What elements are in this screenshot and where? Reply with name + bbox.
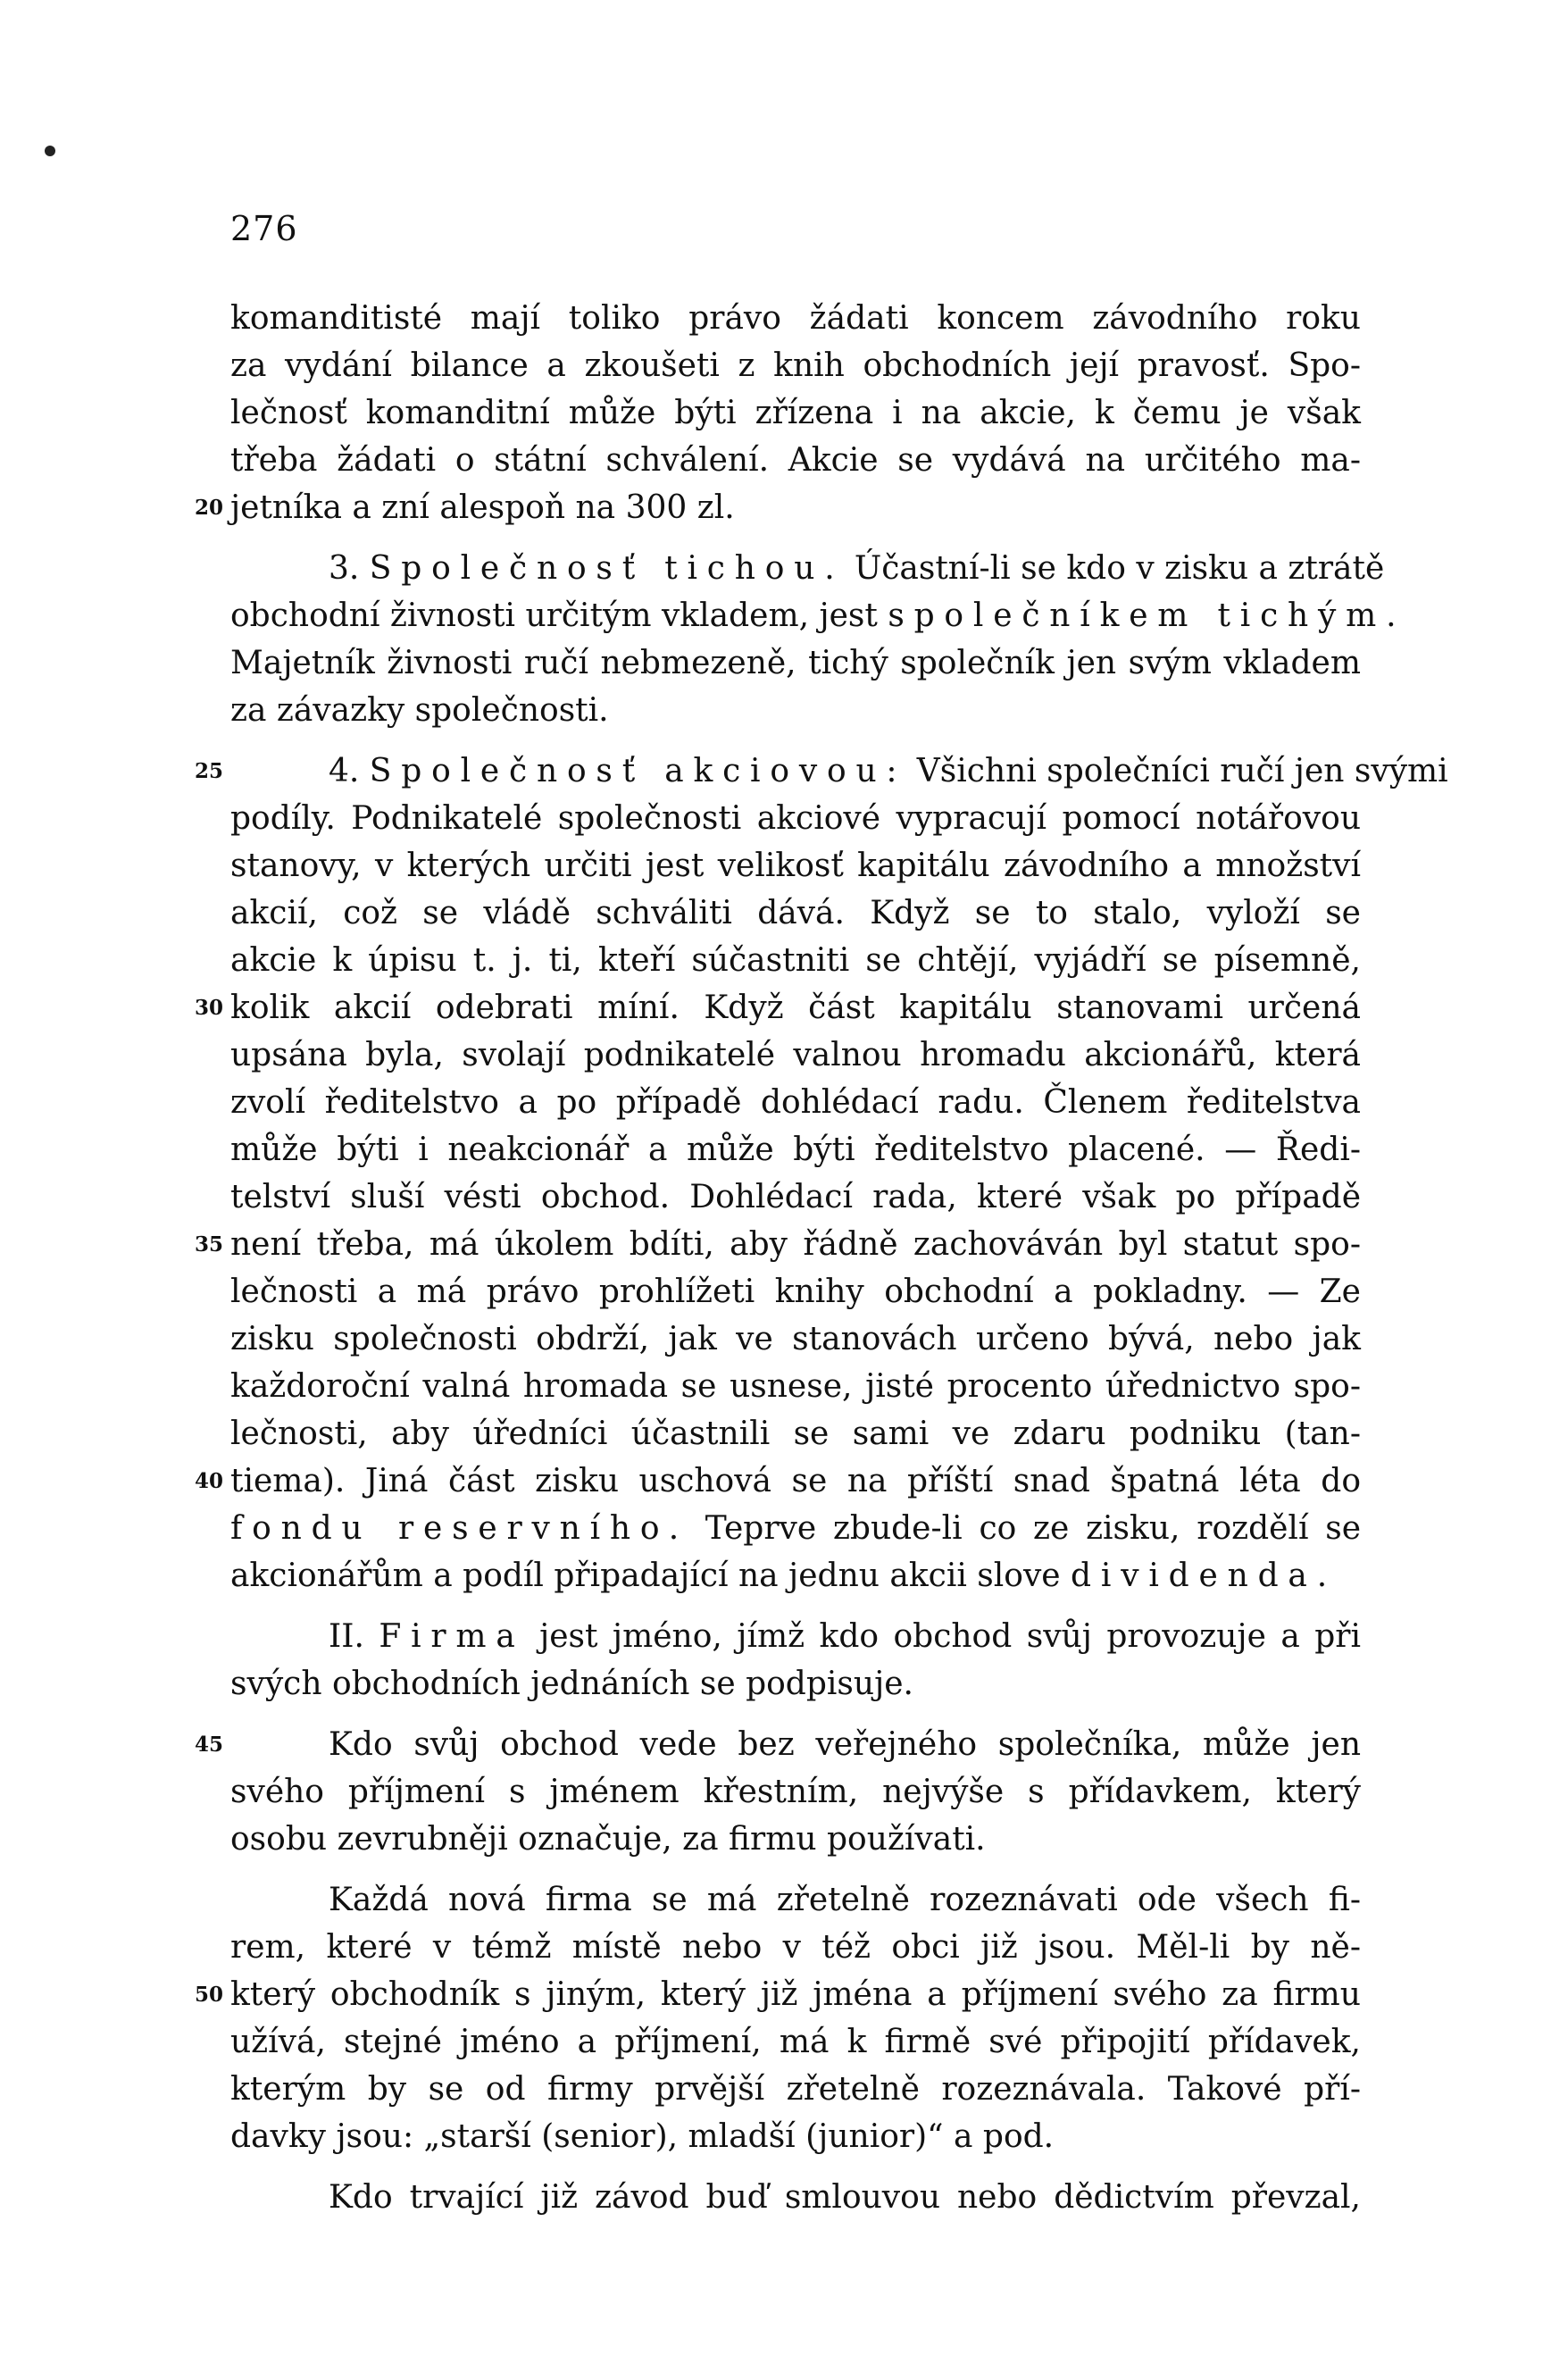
line-number: 40 bbox=[195, 1469, 224, 1493]
text-line: za vydání bilance a zkoušeti z knih obchodních její pravosť. Spo- bbox=[230, 347, 1361, 384]
text-line: zisku společnosti obdrží, jak ve stanovách určeno bývá, nebo jak bbox=[230, 1321, 1361, 1357]
text-line: 35 není třeba, má úkolem bdíti, aby řádně zachováván byl statut spo- bbox=[230, 1221, 1361, 1268]
text-line: třeba žádati o státní schválení. Akcie se vydává na určitého ma- bbox=[230, 442, 1361, 479]
text-line: Kdo trvající již závod buď smlouvou nebo dědictvím převzal, bbox=[329, 2179, 1361, 2216]
margin-dot bbox=[45, 146, 55, 156]
text-line: komanditisté mají toliko právo žádati koncem závodního roku bbox=[230, 300, 1361, 337]
text-line: užívá, stejné jméno a příjmení, má k firmě své připojití přídavek, bbox=[230, 2024, 1361, 2060]
text-line: akcionářům a podíl připadající na jednu akcii slove dividenda. bbox=[230, 1557, 1337, 1594]
text-line: osobu zevrubněji označuje, za firmu používati. bbox=[230, 1821, 986, 1858]
text-line: telství sluší vésti obchod. Dohlédací rada, které však po případě bbox=[230, 1179, 1361, 1215]
text-line: každoroční valná hromada se usnese, jisté procento úřednictvo spo- bbox=[230, 1368, 1361, 1405]
text-column bbox=[195, 295, 1448, 2221]
text-line: svých obchodních jednáních se podpisuje. bbox=[230, 1666, 913, 1702]
text-line: 45 Kdo svůj obchod vede bez veřejného společníka, může jen bbox=[230, 1721, 1361, 1768]
text-line: 50 který obchodník s jiným, který již jména a příjmení svého za firmu bbox=[230, 1971, 1361, 2018]
text-line: podíly. Podnikatelé společnosti akciové vypracují pomocí notářovou bbox=[230, 800, 1361, 837]
text-line: kterým by se od firmy prvější zřetelně rozeznávala. Takové pří- bbox=[230, 2071, 1361, 2108]
line-number: 45 bbox=[195, 1733, 224, 1757]
page-number: 276 bbox=[230, 209, 298, 248]
text-line: II. Firma jest jméno, jímž kdo obchod svůj provozuje a při bbox=[329, 1618, 1361, 1655]
text-line: 3. Společnosť tichou. Účastní-li se kdo v zisku a ztrátě bbox=[329, 550, 1385, 587]
text-line: může býti i neakcionář a může býti ředitelstvo placené. — Ředi- bbox=[230, 1132, 1361, 1168]
text-line: obchodní živnosti určitým vkladem, jest společníkem tichým. bbox=[230, 597, 1406, 634]
text-line: upsána byla, svolají podnikatelé valnou hromadu akcionářů, která bbox=[230, 1037, 1361, 1073]
text-line: davky jsou: „starší (senior), mladší (junior)“ a pod. bbox=[230, 2118, 1055, 2155]
line-number: 50 bbox=[195, 1983, 224, 2007]
line-number: 30 bbox=[195, 996, 224, 1020]
line-number: 25 bbox=[195, 759, 224, 783]
text-line: 20 jetníka a zní alespoň na 300 zl. bbox=[230, 484, 1361, 531]
text-line: 40 tiema). Jiná část zisku uschová se na příští snad špatná léta do bbox=[230, 1457, 1361, 1505]
line-number: 35 bbox=[195, 1232, 224, 1257]
text-line: za závazky společnosti. bbox=[230, 692, 609, 729]
line-number: 20 bbox=[195, 496, 224, 520]
text-line: akcie k úpisu t. j. ti, kteří súčastniti se chtějí, vyjádří se písemně, bbox=[230, 942, 1361, 979]
text-line: fondu reservního. Teprve zbude-li co ze zisku, rozdělí se bbox=[230, 1510, 1361, 1547]
text-line: 25 4. Společnosť akciovou: Všichni společníci ručí jen svými bbox=[230, 747, 1361, 795]
text-line: 30 kolik akcií odebrati míní. Když část kapitálu stanovami určená bbox=[230, 984, 1361, 1031]
text-line: stanovy, v kterých určiti jest velikosť kapitálu závodního a množství bbox=[230, 848, 1361, 884]
text-line: lečnosť komanditní může býti zřízena i na akcie, k čemu je však bbox=[230, 395, 1361, 431]
text-line: rem, které v témž místě nebo v též obci již jsou. Měl-li by ně- bbox=[230, 1929, 1361, 1966]
text-line: zvolí ředitelstvo a po případě dohlédací radu. Členem ředitelstva bbox=[230, 1084, 1361, 1121]
text-line: lečnosti, aby úředníci účastnili se sami ve zdaru podniku (tan- bbox=[230, 1415, 1361, 1452]
text-line: lečnosti a má právo prohlížeti knihy obchodní a pokladny. — Ze bbox=[230, 1274, 1361, 1310]
text-line: svého příjmení s jménem křestním, nejvýše s přídavkem, který bbox=[230, 1774, 1361, 1810]
text-line: Majetník živnosti ručí nebmezeně, tichý společník jen svým vkladem bbox=[230, 645, 1361, 681]
text-line: Každá nová firma se má zřetelně rozeznávati ode všech fi- bbox=[329, 1882, 1361, 1918]
text-line: akcií, což se vládě schváliti dává. Když se to stalo, vyloží se bbox=[230, 895, 1361, 931]
